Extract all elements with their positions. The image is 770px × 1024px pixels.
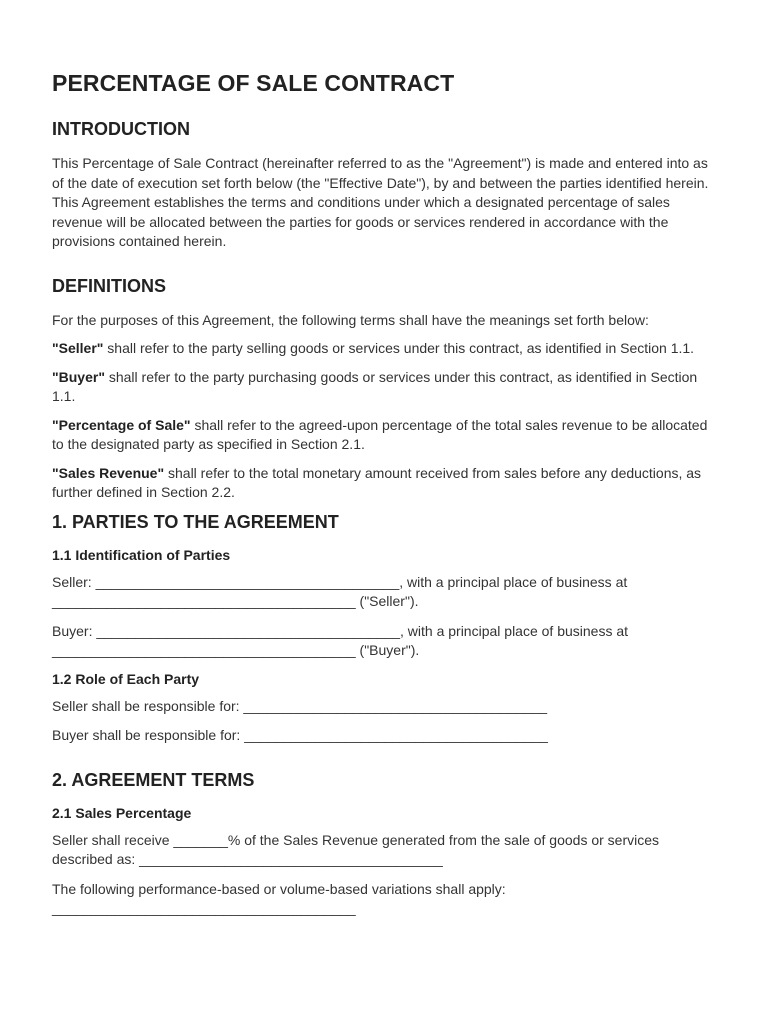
seller-role: Seller shall be responsible for: _______________________________________ [52, 697, 548, 714]
agreement-terms-section [52, 770, 722, 919]
definition-text: shall refer to the party purchasing goods or services under this contract, as identified in Section 1.1. [52, 368, 698, 404]
definition-sales-revenue [52, 464, 722, 503]
agreement-terms-heading: 2. AGREEMENT TERMS [52, 769, 255, 790]
introduction-section [52, 119, 722, 252]
page-title: PERCENTAGE OF SALE CONTRACT [52, 70, 455, 96]
sales-percentage-text: Seller shall receive _______% of the Sales Revenue generated from the sale of goods or services described as: _______________________________________ [52, 831, 660, 867]
parties-heading: 1. PARTIES TO THE AGREEMENT [52, 511, 339, 532]
seller-identification: Seller: _______________________________________, with a principal place of business at _______________________________________ ("Seller"). [52, 573, 628, 609]
definitions-intro: For the purposes of this Agreement, the following terms shall have the meanings set forth below: [52, 311, 649, 328]
definition-term: "Seller" [52, 340, 104, 356]
definition-term: "Sales Revenue" [52, 464, 165, 481]
definition-text: shall refer to the agreed-upon percentage of the total sales revenue to be allocated to the designated party as specified in Section 2.1. [52, 416, 708, 452]
definition-percentage-of-sale [52, 416, 722, 455]
contract-page [52, 70, 722, 929]
buyer-identification: Buyer: _______________________________________, with a principal place of business at _______________________________________ ("Buyer"). [52, 622, 629, 658]
definition-seller [52, 339, 722, 359]
identification-heading: 1.1 Identification of Parties [52, 546, 231, 563]
role-heading: 1.2 Role of Each Party [52, 670, 200, 687]
sales-percentage-heading: 2.1 Sales Percentage [52, 804, 192, 821]
definition-term: "Buyer" [52, 368, 105, 385]
definition-term: "Percentage of Sale" [52, 416, 191, 433]
definition-text: shall refer to the total monetary amount received from sales before any deductions, as further defined in Section 2.2. [52, 464, 702, 500]
definition-text: shall refer to the party selling goods or services under this contract, as identified in Section 1.1. [103, 340, 695, 356]
definitions-heading: DEFINITIONS [52, 275, 167, 296]
definitions-section [52, 276, 722, 503]
buyer-role: Buyer shall be responsible for: _______________________________________ [52, 727, 548, 743]
introduction-text: This Percentage of Sale Contract (hereinafter referred to as the "Agreement") is made and entered into as of the date of execution set forth below (the "Effective Date"), by and between the parties identified herein. This Agreement establishes the terms and conditions under which a designated percentage of sales revenue will be allocated between the parties for goods or services rendered in accordance with the provisions contained herein. [52, 155, 709, 249]
variations-text: The following performance-based or volume-based variations shall apply: _______________________________________ [52, 880, 506, 916]
definition-buyer [52, 368, 722, 407]
parties-section [52, 512, 722, 746]
introduction-heading: INTRODUCTION [52, 119, 190, 139]
